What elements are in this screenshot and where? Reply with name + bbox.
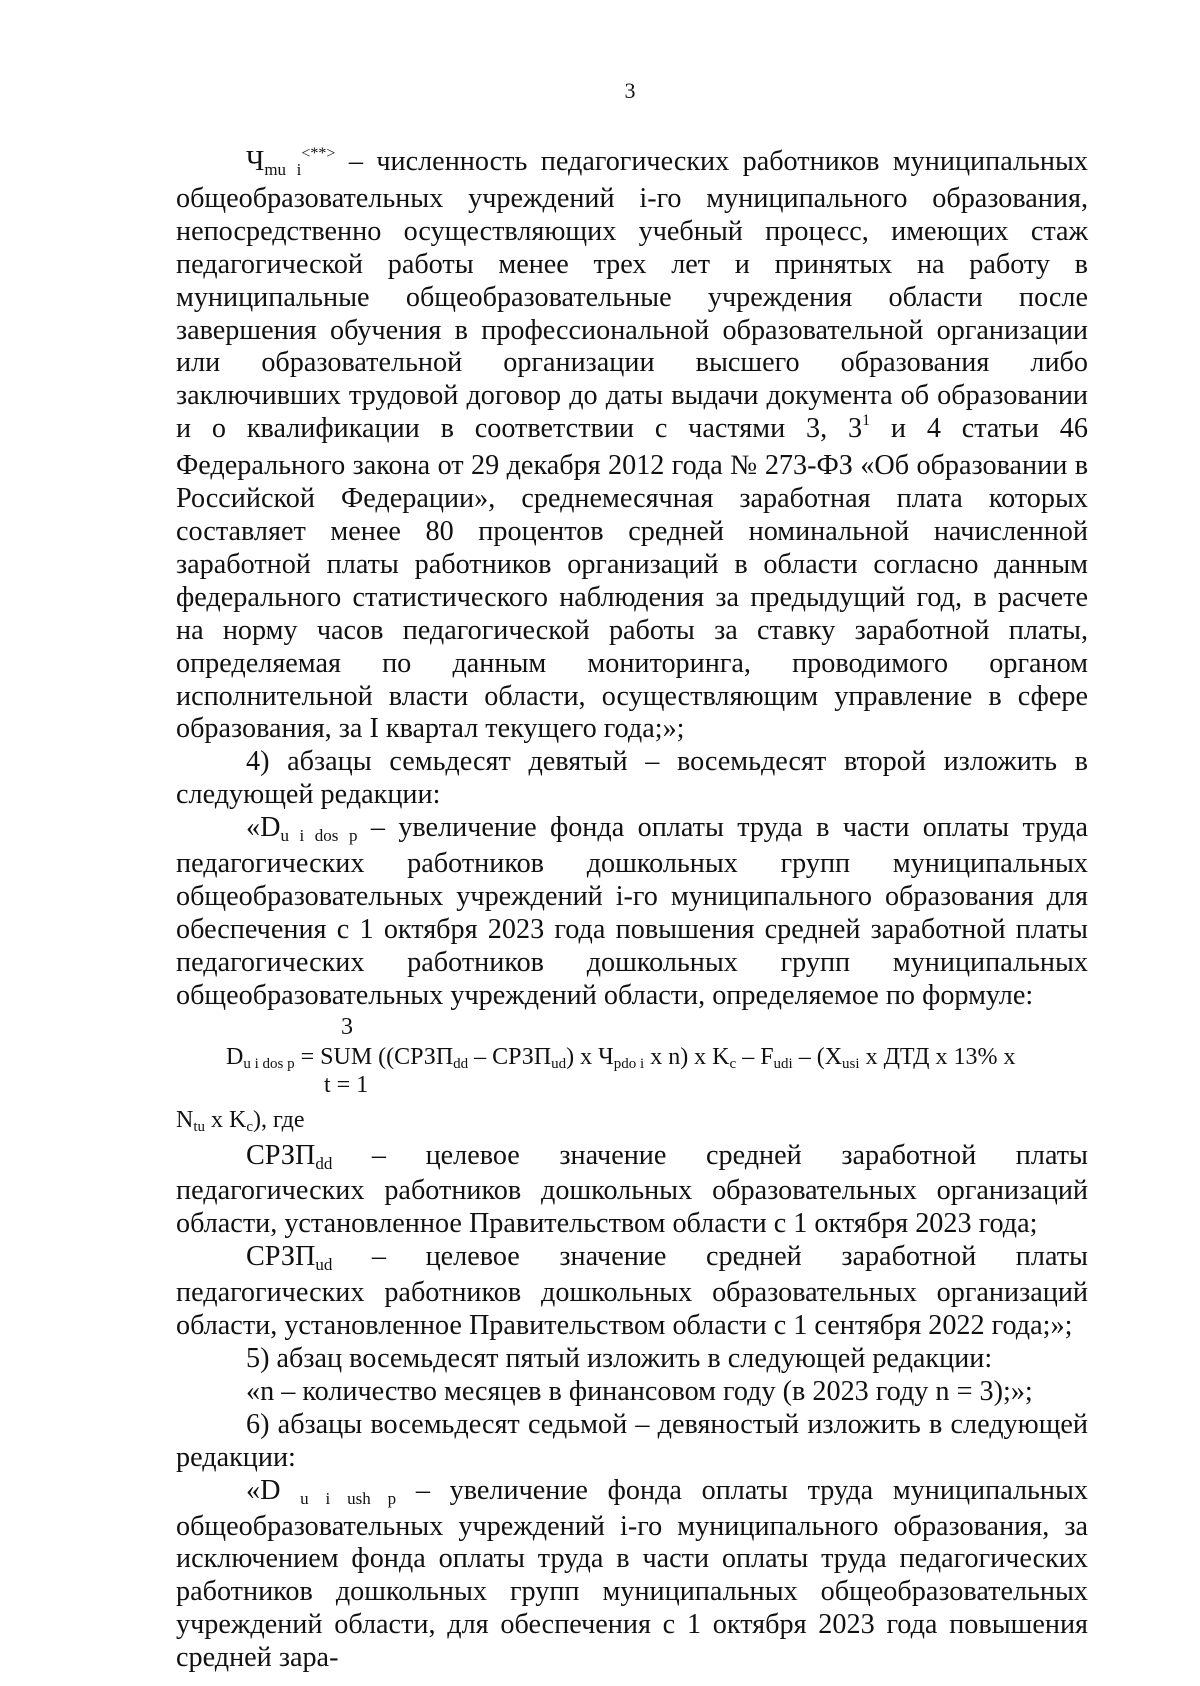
- paragraph-text: – целевое значение средней заработной платы педагогических работников дошкольных образовательных организаций области, установленное Правительством области с 1 сентября 2022 года;»;: [176, 1241, 1088, 1342]
- superscript-note: <**>: [301, 145, 336, 162]
- formula-subscript: c: [246, 1118, 254, 1135]
- formula-text: – (X: [792, 1043, 843, 1070]
- document-body: [176, 146, 1088, 1675]
- formula-subscript: usi: [842, 1055, 860, 1072]
- formula-symbol: N: [176, 1106, 194, 1133]
- formula-text: x n) x K: [644, 1043, 730, 1070]
- formula-text: – F: [736, 1043, 774, 1070]
- paragraph-text: – увеличение фонда оплаты труда в части оплаты труда педагогических работников дошкольных групп муниципальных общеобразовательных учреждений i-го муниципального образования для обеспечения с 1 октября 2023 года повышения средней заработной платы педагогических работников дошкольных групп муниципальных общеобразовательных учреждений области, определяемое по формуле:: [176, 812, 1088, 1011]
- formula-symbol: D: [226, 1043, 244, 1070]
- formula-text: x K: [205, 1106, 247, 1133]
- paragraph-srzp-dd-definition: [176, 1140, 1088, 1242]
- paragraph-text: – численность педагогических работников муниципальных общеобразовательных учреждений i-го муниципального образования, непосредственно осуществляющих учебный процесс, имеющих стаж педагогической работы менее трех лет и принятых на работу в муниципальные общеобразовательные учреждения области после завершения обучения в профессиональной образовательной организации или образовательной организации высшего образования либо заключивших трудовой договор до даты выдачи документа об образовании и о квалификации в соответствии с частями 3, 3: [176, 146, 1088, 445]
- sum-upper-limit: 3: [341, 1013, 353, 1040]
- paragraph-d-ush-definition: [176, 1475, 1088, 1675]
- symbol-d: «D: [246, 812, 281, 844]
- symbol-d: «D: [246, 1474, 301, 1506]
- formula-text: x ДТД x 13% x: [859, 1043, 1016, 1070]
- symbol-chmu: Ч: [246, 146, 265, 177]
- paragraph-d-dos-definition: [176, 812, 1088, 1012]
- formula-text: – СРЗП: [468, 1043, 552, 1070]
- formula-subscript: u i dos p: [243, 1055, 295, 1072]
- formula-subscript: ud: [551, 1055, 567, 1072]
- symbol-srzp: СРЗП: [246, 1139, 316, 1171]
- paragraph-srzp-ud-definition: [176, 1241, 1088, 1343]
- formula-text: ), где: [253, 1106, 305, 1133]
- formula-block: [176, 1013, 1088, 1103]
- subscript-u-i-dos-p: u i dos p: [280, 826, 358, 846]
- formula-subscript: dd: [453, 1055, 469, 1072]
- subscript-ud: ud: [315, 1255, 333, 1275]
- formula-text: = SUM ((СРЗП: [294, 1043, 454, 1070]
- paragraph-item-5: 5) абзац восемьдесят пятый изложить в следующей редакции:: [246, 1343, 993, 1374]
- paragraph-text: и 4 статьи 46 Федерального закона от 29 декабря 2012 года № 273-ФЗ «Об образовании в Российской Федерации», среднемесячная заработная плата которых составляет менее 80 процентов средней номинальной начисленной заработной платы работников организаций в области согласно данным федерального статистического наблюдения за предыдущий год, в расчете на норму часов педагогической работы за ставку заработной платы, определяемая по данным мониторинга, проводимого органом исполнительной власти области, осуществляющим управление в сфере образования, за I квартал текущего года;»;: [176, 413, 1088, 745]
- formula-subscript: pdo i: [613, 1055, 645, 1072]
- paragraph-item-6: 6) абзацы восемьдесят седьмой – девяностый изложить в следующей редакции:: [176, 1408, 1088, 1473]
- formula-text: ) x Ч: [566, 1043, 614, 1070]
- subscript-dd: dd: [315, 1153, 333, 1173]
- formula-subscript: udi: [773, 1055, 793, 1072]
- paragraph-text: – увеличение фонда оплаты труда муниципальных общеобразовательных учреждений i-го муниципального образования, за исключением фонда оплаты труда в части оплаты труда педагогических работников дошкольных групп муниципальных общеобразовательных учреждений области, для обеспечения с 1 октября 2023 года повышения средней зара-: [176, 1474, 1088, 1674]
- paragraph-text: – целевое значение средней заработной платы педагогических работников дошкольных образовательных организаций области, установленное Правительством области с 1 октября 2023 года;: [176, 1139, 1088, 1240]
- formula-subscript: tu: [193, 1118, 206, 1135]
- sum-lower-limit: t = 1: [324, 1071, 369, 1098]
- paragraph-chmu-definition: [176, 146, 1088, 746]
- formula-subscript: c: [729, 1055, 737, 1072]
- page-number: 3: [624, 78, 636, 103]
- paragraph-n-definition: «n – количество месяцев в финансовом году (в 2023 году n = 3);»;: [246, 1375, 1033, 1407]
- superscript-1: 1: [862, 412, 871, 430]
- subscript-mu-i: mu i: [264, 160, 302, 179]
- subscript-u-i-ush-p: u i ush p: [300, 1488, 397, 1508]
- formula-main-line: [226, 1043, 1015, 1074]
- symbol-srzp: СРЗП: [246, 1241, 316, 1273]
- paragraph-item-4: 4) абзацы семьдесят девятый – восемьдесят второй изложить в следующей редакции:: [176, 746, 1088, 811]
- formula-continuation: [176, 1103, 1088, 1140]
